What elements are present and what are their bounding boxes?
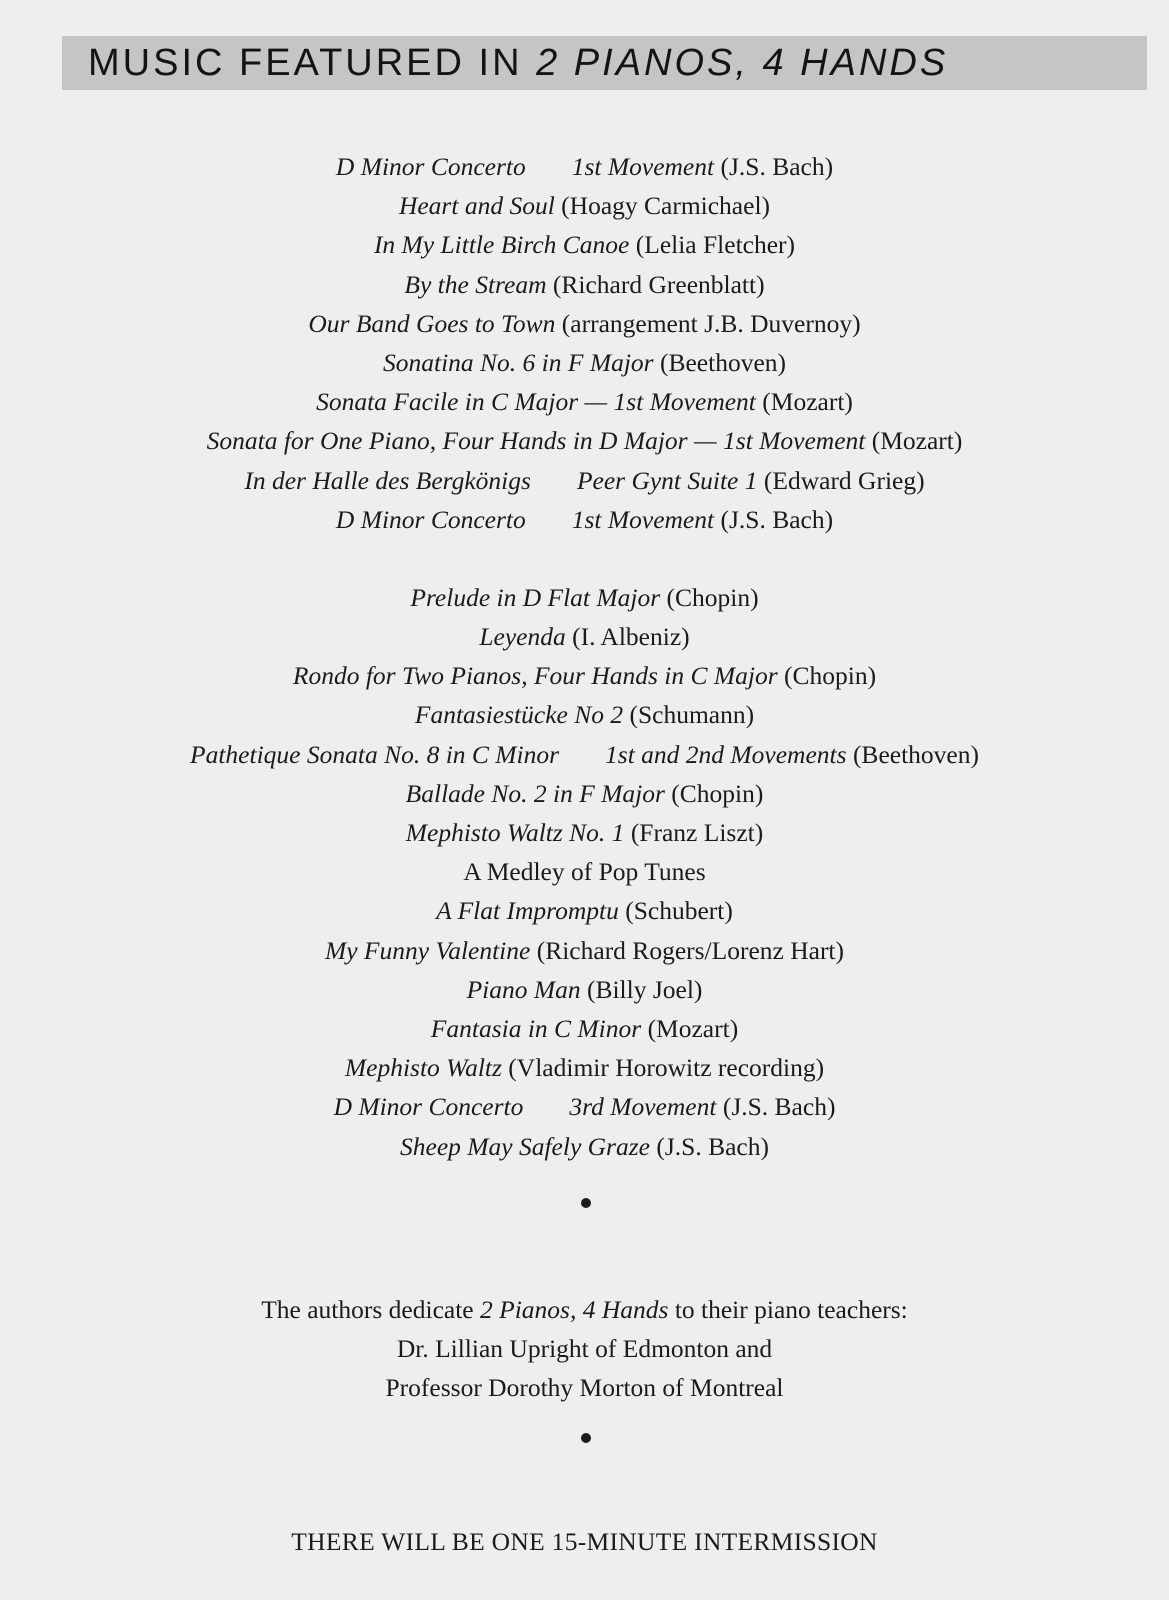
piece-title: Sonata for One Piano, Four Hands in D Major — 1st Movement	[206, 426, 866, 456]
piece-composer: (Lelia Fletcher)	[629, 230, 796, 260]
piece-title: By the Stream	[404, 269, 547, 299]
dedication-show-title: 2 Pianos, 4 Hands	[480, 1295, 669, 1324]
piece-composer: (Beethoven)	[653, 347, 786, 377]
dedication-line-2: Dr. Lillian Upright of Edmonton and	[396, 1334, 773, 1363]
program-item	[0, 1127, 1169, 1166]
program-item	[0, 656, 1169, 695]
piece-title: My Funny Valentine	[324, 935, 531, 965]
program-item	[0, 500, 1169, 539]
program-part-2	[0, 578, 1169, 1166]
piece-title: A Flat Impromptu	[436, 896, 619, 926]
piece-composer: A Medley of Pop Tunes	[463, 857, 706, 887]
piece-composer: (Vladimir Horowitz recording)	[501, 1053, 825, 1083]
program-item	[0, 304, 1169, 343]
piece-title: Mephisto Waltz	[344, 1053, 502, 1083]
piece-movement: 1st Movement	[571, 504, 715, 534]
piece-title: Sonata Facile in C Major — 1st Movement	[316, 387, 756, 417]
piece-composer: (Beethoven)	[846, 739, 979, 769]
piece-composer: (J.S. Bach)	[649, 1131, 769, 1161]
piece-composer: (I. Albeniz)	[565, 622, 690, 652]
program-item	[0, 1048, 1169, 1087]
separator-bullet	[581, 1433, 591, 1443]
intermission-note: THERE WILL BE ONE 15-MINUTE INTERMISSION	[291, 1527, 878, 1556]
piece-composer: (Mozart)	[755, 387, 853, 417]
program-item	[0, 265, 1169, 304]
piece-composer: (arrangement J.B. Duvernoy)	[555, 308, 861, 338]
dedication	[0, 1290, 1169, 1407]
piece-composer: (Franz Liszt)	[624, 818, 764, 847]
piece-title: Ballade No. 2 in F Major	[405, 778, 665, 808]
piece-title: In der Halle des Bergkönigs	[244, 465, 531, 495]
piece-composer: (Chopin)	[777, 661, 877, 691]
program-item	[0, 931, 1169, 970]
piece-title: Fantasiestücke No 2	[414, 700, 624, 730]
piece-composer: (Edward Grieg)	[757, 465, 925, 495]
piece-composer: (Richard Rogers/Lorenz Hart)	[530, 935, 845, 965]
piece-title: D Minor Concerto	[335, 152, 526, 181]
piece-title: Heart and Soul	[398, 191, 555, 221]
program-item	[0, 1087, 1169, 1126]
program-part-1	[0, 147, 1169, 539]
program-item	[0, 343, 1169, 382]
piece-composer: (Chopin)	[664, 778, 764, 808]
program-item	[0, 970, 1169, 1009]
program-item	[0, 421, 1169, 460]
dedication-prefix: The authors dedicate	[261, 1295, 480, 1324]
piece-title: Leyenda	[479, 622, 566, 652]
show-title: 2 PIANOS, 4 HANDS	[536, 41, 949, 84]
program-item	[0, 461, 1169, 500]
dedication-suffix: to their piano teachers:	[668, 1295, 908, 1324]
piece-composer: (Billy Joel)	[580, 974, 703, 1004]
piece-title: Prelude in D Flat Major	[410, 582, 661, 612]
program-item	[0, 735, 1169, 774]
piece-title: Piano Man	[466, 974, 581, 1004]
piece-movement: 1st Movement	[571, 152, 715, 181]
piece-title: Pathetique Sonata No. 8 in C Minor	[190, 739, 560, 769]
piece-composer: (Schumann)	[623, 700, 755, 730]
piece-composer: (Mozart)	[865, 426, 963, 456]
dedication-line-3: Professor Dorothy Morton of Montreal	[385, 1373, 784, 1402]
program-item	[0, 813, 1169, 852]
dedication-line-1	[0, 1290, 1169, 1329]
piece-composer: (Chopin)	[660, 582, 759, 612]
piece-composer: (Schubert)	[618, 896, 733, 926]
program-item	[0, 186, 1169, 225]
program-item	[0, 578, 1169, 617]
program-item	[0, 1009, 1169, 1048]
program-item	[0, 617, 1169, 656]
piece-title: Fantasia in C Minor	[430, 1013, 642, 1043]
section-spacer	[0, 539, 1169, 578]
piece-title: Sonatina No. 6 in F Major	[383, 347, 654, 377]
separator-bullet	[581, 1198, 591, 1208]
piece-movement: Peer Gynt Suite 1	[576, 465, 758, 495]
piece-composer: (Mozart)	[641, 1013, 739, 1043]
piece-composer: (J.S. Bach)	[714, 152, 834, 181]
title-prefix: MUSIC FEATURED IN	[88, 41, 537, 84]
program-item	[0, 774, 1169, 813]
piece-title: In My Little Birch Canoe	[373, 230, 630, 260]
piece-composer: (J.S. Bach)	[714, 504, 834, 534]
program-item	[0, 852, 1169, 891]
piece-title: Sheep May Safely Graze	[400, 1131, 650, 1161]
program-item	[0, 147, 1169, 186]
heading-banner	[62, 36, 1147, 90]
piece-movement: 3rd Movement	[569, 1092, 717, 1122]
program-item	[0, 891, 1169, 930]
piece-composer: (J.S. Bach)	[716, 1092, 836, 1122]
piece-movement: 1st and 2nd Movements	[605, 739, 847, 769]
page-title	[62, 42, 948, 85]
piece-composer: (Hoagy Carmichael)	[554, 191, 771, 221]
piece-title: D Minor Concerto	[333, 1092, 524, 1122]
piece-title: D Minor Concerto	[335, 504, 526, 534]
piece-title: Our Band Goes to Town	[308, 308, 556, 338]
piece-title: Mephisto Waltz No. 1	[405, 818, 625, 847]
piece-title: Rondo for Two Pianos, Four Hands in C Major	[292, 661, 778, 691]
program-list	[0, 147, 1169, 1166]
program-item	[0, 225, 1169, 264]
program-item	[0, 382, 1169, 421]
piece-composer: (Richard Greenblatt)	[546, 269, 765, 299]
program-item	[0, 695, 1169, 734]
